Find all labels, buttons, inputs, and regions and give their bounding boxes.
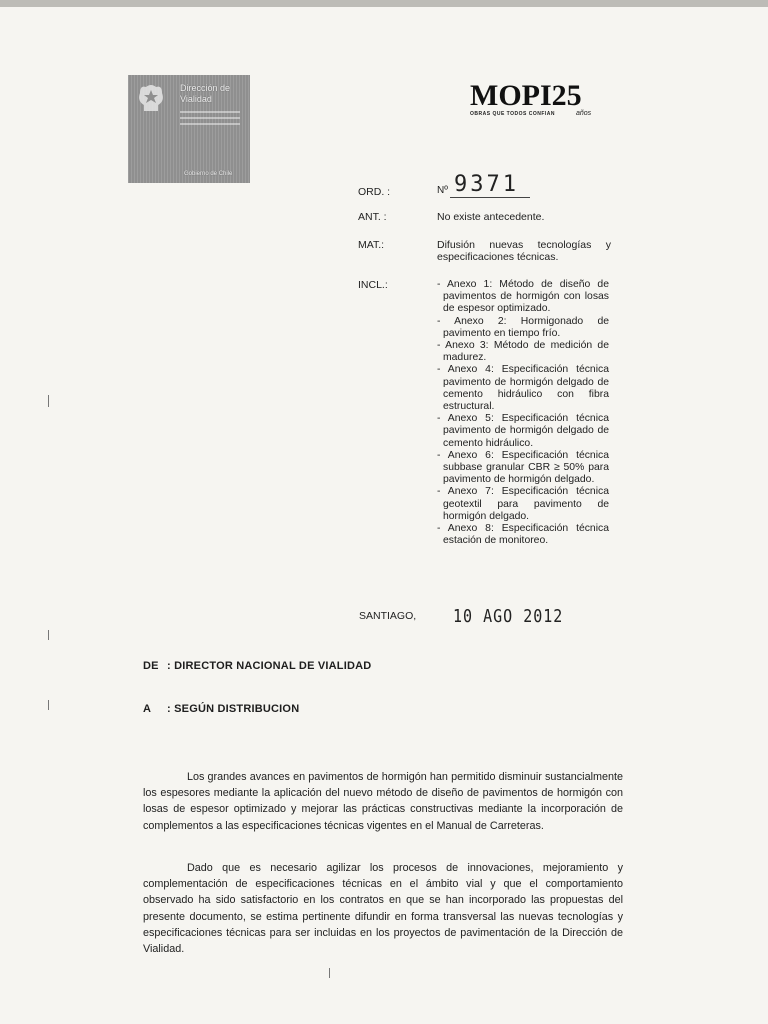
logo-subtext-lines — [180, 107, 240, 129]
ord-label: ORD. : — [358, 186, 391, 198]
incl-label: INCL.: — [358, 279, 388, 291]
date-stamp: 10 AGO 2012 — [453, 605, 564, 627]
recipient-value: : SEGÚN DISTRIBUCION — [167, 703, 300, 715]
list-item: - Anexo 1: Método de diseño de pavimentos de hormigón con losas de espesor optimizado. — [437, 279, 609, 315]
mop-wordmark: MOPI25 — [470, 79, 582, 112]
mop-125-logo — [470, 80, 610, 126]
body-paragraph-2-text: Dado que es necesario agilizar los procesos de innovaciones, mejoramiento y complementación de especificaciones técnicas en el ámbito vial y que el comportamiento observado ha sido satisfactorio en los contratos en que se han incorporado las propuestas del presente documento, se estima pertinente difundir en forma transversal las nuevas tecnologías y especificaciones técnicas para ser incluidas en los proyectos de pavimentación de la Dirección de Vialidad. — [143, 862, 623, 956]
list-item: - Anexo 4: Especificación técnica pavimento de hormigón delgado de cemento hidráulico con fibra estructural. — [437, 364, 609, 413]
ord-number-prefix: Nº — [437, 185, 448, 196]
scan-edge — [0, 0, 768, 7]
date-label: SANTIAGO, — [359, 610, 417, 622]
logo-line-2: Vialidad — [180, 94, 212, 104]
mat-label: MAT.: — [358, 239, 385, 251]
list-item: - Anexo 8: Especificación técnica estación de monitoreo. — [437, 523, 609, 547]
body-paragraph-1-text: Los grandes avances en pavimentos de hormigón han permitido disminuir sustancialmente los espesores mediante la aplicación del nuevo método de diseño de pavimentos de hormigón con losas de espesor optimizado y mejorar las prácticas constructivas mediante la incorporación de complementos a las especificaciones técnicas vigentes en el Manual de Carreteras. — [143, 771, 623, 832]
scan-speck — [48, 395, 49, 407]
mop-subtitle: OBRAS QUE TODOS CONFIAN — [470, 111, 556, 117]
logo-footer: Gobierno de Chile — [184, 171, 233, 177]
body-paragraph-2 — [143, 860, 623, 957]
vialidad-logo — [128, 75, 250, 183]
sender-value: : DIRECTOR NACIONAL DE VIALIDAD — [167, 660, 372, 672]
chile-crest-icon — [134, 81, 168, 115]
scan-speck — [48, 630, 49, 640]
ant-label: ANT. : — [358, 211, 387, 223]
logo-line-1: Dirección de — [180, 83, 231, 93]
list-item: - Anexo 6: Especificación técnica subbase granular CBR ≥ 50% para pavimento de hormigón delgado. — [437, 449, 609, 486]
list-item: - Anexo 7: Especificación técnica geotextil para pavimento de hormigón delgado. — [437, 486, 609, 522]
list-item: - Anexo 3: Método de medición de madurez. — [437, 340, 609, 364]
mat-value: Difusión nuevas tecnologías y especificaciones técnicas. — [437, 239, 611, 263]
recipient-key: A — [143, 703, 152, 715]
sender-line — [143, 660, 371, 672]
scan-speck — [329, 968, 330, 978]
incl-annex-list — [437, 279, 609, 547]
ord-number-underline — [450, 197, 530, 198]
mop-anos: años — [576, 110, 592, 117]
list-item: - Anexo 5: Especificación técnica pavimento de hormigón delgado de cemento hidráulico. — [437, 413, 609, 449]
body-paragraph-1 — [143, 769, 623, 834]
ord-number: 9371 — [454, 172, 519, 197]
ant-value: No existe antecedente. — [437, 211, 545, 223]
scan-speck — [48, 700, 49, 710]
recipient-line — [143, 703, 299, 715]
sender-key: DE — [143, 660, 159, 672]
list-item: - Anexo 2: Hormigonado de pavimento en tiempo frío. — [437, 315, 609, 339]
